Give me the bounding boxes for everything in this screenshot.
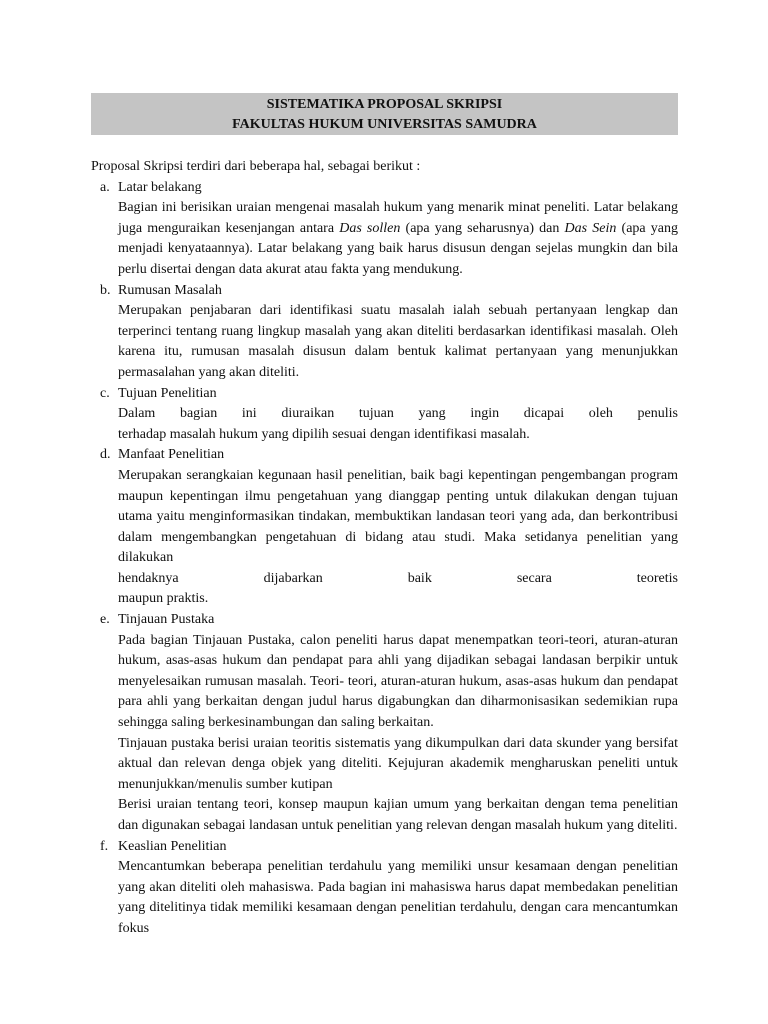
section-title: Latar belakang xyxy=(118,179,202,195)
section-title: Keaslian Penelitian xyxy=(118,838,227,854)
section-marker: b. xyxy=(100,282,111,298)
section-marker: c. xyxy=(100,385,110,401)
intro-text: Proposal Skripsi terdiri dari beberapa hal, sebagai berikut : xyxy=(91,159,421,174)
section-paragraph: Pada bagian Tinjauan Pustaka, calon peneliti harus dapat menempatkan teori-teori, aturan-aturan hukum, asas-asas hukum dan pendapat para ahli yang dijadikan sebagai landasan berpikir untuk menyelesaikan rumusan masalah. Teori- teori, aturan-aturan hukum, asas-asas hukum dan pendapat para ahli yang berkaitan dengan judul harus digabungkan dan diharmonisasikan sedemikian rupa sehingga saling berkesinambungan dan saling berkaitan. xyxy=(118,632,678,731)
section-title: Manfaat Penelitian xyxy=(118,447,225,463)
section-latar-belakang xyxy=(91,178,678,281)
section-keaslian-penelitian xyxy=(91,837,678,940)
section-paragraph-continued: terhadap masalah hukum yang dipilih sesuai dengan identifikasi masalah. xyxy=(118,426,530,442)
section-paragraph xyxy=(118,198,678,280)
header-title-line2: FAKULTAS HUKUM UNIVERSITAS SAMUDRA xyxy=(232,117,537,132)
section-title: Tinjauan Pustaka xyxy=(118,612,215,628)
section-rumusan-masalah xyxy=(91,281,678,384)
section-marker: a. xyxy=(100,179,110,195)
section-paragraph: Berisi uraian tentang teori, konsep maupun kajian umum yang berkaitan dengan tema penelitian dan digunakan sebagai landasan untuk penelitian yang relevan dengan masalah hukum yang diteliti. xyxy=(118,797,678,833)
section-marker: e. xyxy=(100,612,110,628)
section-paragraph-end: maupun praktis. xyxy=(118,591,209,607)
italic-term: Das Sein xyxy=(564,220,617,236)
section-marker: d. xyxy=(100,447,111,463)
section-list xyxy=(91,178,678,940)
section-title: Tujuan Penelitian xyxy=(118,385,217,401)
section-paragraph: Dalam bagian ini diuraikan tujuan yang ingin dicapai oleh penulis xyxy=(118,406,678,422)
paragraph-text: (apa yang menjadi kenyataannya). Latar belakang yang baik harus disusun dengan sejelas mungkin dan bila perlu disertai dengan data akurat atau fakta yang mendukung. xyxy=(118,220,678,277)
header-title-line1: SISTEMATIKA PROPOSAL SKRIPSI xyxy=(266,97,503,112)
section-paragraph: Merupakan penjabaran dari identifikasi suatu masalah ialah sebuah pertanyaan lengkap dan terperinci tentang ruang lingkup masalah yang akan diteliti berdasarkan identifikasi masalah. Oleh karena itu, rumusan masalah disusun dalam bentuk kalimat pertanyaan yang menunjukkan permasalahan yang akan diteliti. xyxy=(118,303,678,380)
section-paragraph: Tinjauan pustaka berisi uraian teoritis sistematis yang dikumpulkan dari data skunder yang bersifat aktual dan relevan denga objek yang diteliti. Kejujuran akademik mengharuskan peneliti untuk menunjukkan/menulis sumber kutipan xyxy=(118,735,678,792)
section-title: Rumusan Masalah xyxy=(118,282,222,298)
section-marker: f. xyxy=(100,838,109,854)
section-paragraph: Merupakan serangkaian kegunaan hasil penelitian, baik bagi kepentingan pengembangan program maupun kepentingan ilmu pengetahuan yang dianggap penting untuk dilakukan dengan tujuan utama yaitu menginformasikan tindakan, membuktikan landasan teori yang ada, dan berkontribusi dalam mengembangkan pengetahuan di bidang atau studi. Maka setidanya penelitian yang dilakukan xyxy=(118,467,678,566)
section-tujuan-penelitian xyxy=(91,384,678,446)
section-paragraph: Mencantumkan beberapa penelitian terdahulu yang memiliki unsur kesamaan dengan penelitian yang akan diteliti oleh mahasiswa. Pada bagian ini mahasiswa harus dapat membedakan penelitian yang ditelitinya tidak memiliki kesamaan dengan penelitian terdahulu, dengan cara mencantumkan fokus xyxy=(118,859,678,936)
paragraph-text: Bagian ini berisikan uraian mengenai masalah hukum yang menarik minat peneliti. Latar belakang juga menguraikan kesenjangan antara xyxy=(118,200,678,236)
paragraph-text: (apa yang seharusnya) dan xyxy=(400,220,565,236)
document-header xyxy=(91,93,678,135)
section-tinjauan-pustaka xyxy=(91,610,678,837)
italic-term: Das sollen xyxy=(339,220,401,236)
section-manfaat-penelitian xyxy=(91,445,678,610)
section-paragraph-spread: hendaknya dijabarkan baik secara teoretis xyxy=(118,570,678,586)
document-body xyxy=(91,157,678,940)
